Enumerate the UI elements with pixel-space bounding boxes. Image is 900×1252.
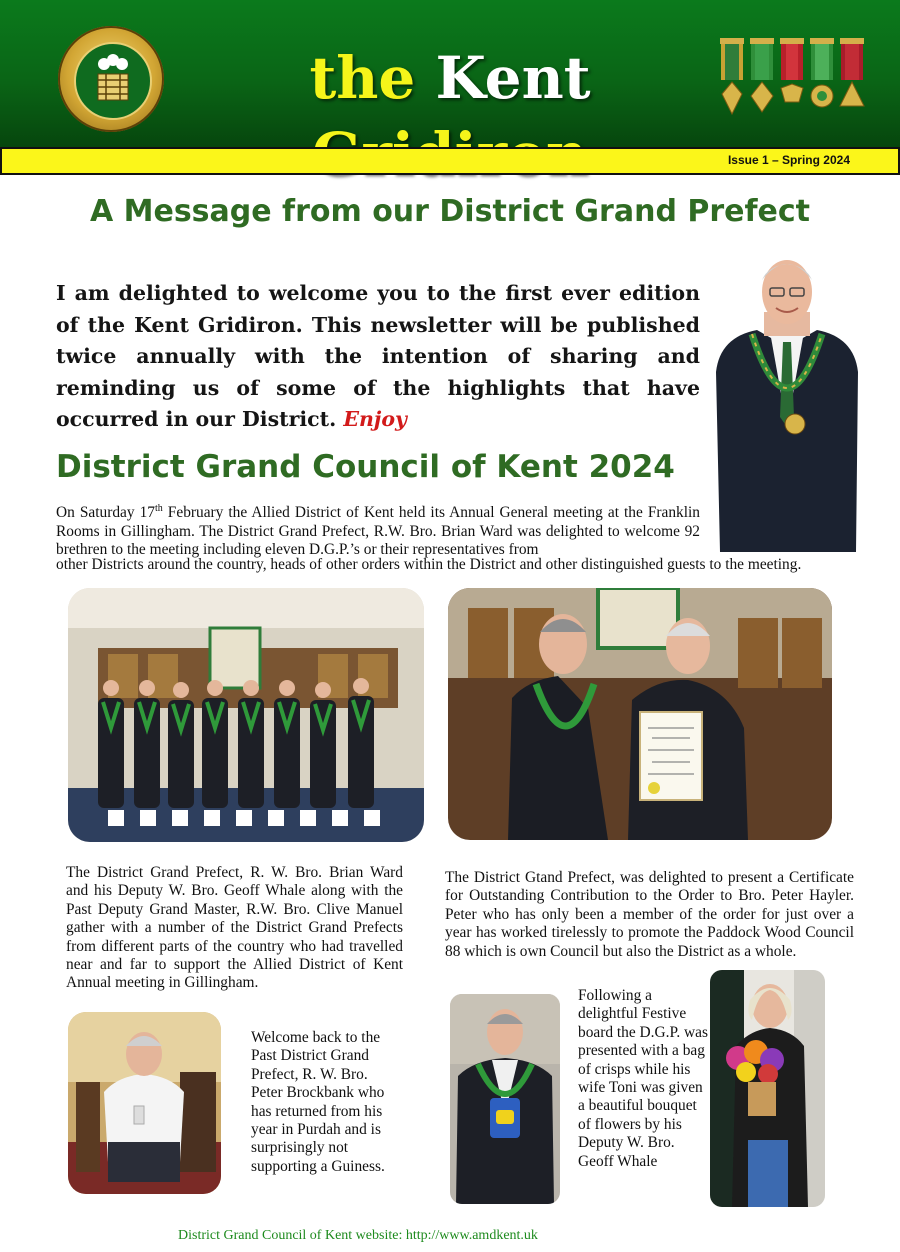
council-heading: District Grand Council of Kent 2024 bbox=[56, 449, 675, 485]
council-paragraph-cont: other Districts around the country, heads of other orders within the District and other distinguished guests to the meeting. bbox=[56, 556, 802, 573]
certificate-photo bbox=[448, 588, 832, 840]
footer bbox=[178, 1228, 678, 1244]
council-paragraph bbox=[56, 500, 700, 559]
brockbank-caption: Welcome back to the Past District Grand Prefect, R. W. Bro. Peter Brockbank who has returned from his year in Purdah and is surprisingly not supporting a Guiness. bbox=[251, 1029, 385, 1175]
festive-caption: Following a delightful Festive board the D.G.P. was presented with a bag of crisps while his wife Toni was given a beautiful bouquet of flowers by his Deputy W. Bro. Geoff Whale bbox=[578, 987, 708, 1170]
issue-label: Issue 1 – Spring 2024 bbox=[727, 153, 850, 167]
group-caption: The District Grand Prefect, R. W. Bro. Brian Ward and his Deputy W. Bro. Geoff Whale along with the Past Deputy Grand Master, R.W. Bro. Clive Manuel gather with a number of the District Grand Prefects from different parts of the country who had travelled near and far to support the Allied District of Kent Annual meeting in Gillingham. bbox=[66, 864, 403, 992]
intro-paragraph bbox=[56, 278, 700, 436]
intro-text: I am delighted to welcome you to the first ever edition of the Kent Gridiron. This newsletter will be published twice annually with the intention of sharing and reminding us of some of the highlights that have occurred in our District. bbox=[56, 281, 700, 431]
footer-label: District Grand Council of Kent website: bbox=[178, 1228, 406, 1243]
crisps-photo bbox=[450, 994, 560, 1204]
flowers-photo bbox=[710, 970, 825, 1207]
message-heading: A Message from our District Grand Prefect bbox=[89, 194, 811, 229]
council-text-sup: th bbox=[154, 503, 163, 514]
certificate-caption: The District Gtand Prefect, was delighted to present a Certificate for Outstanding Contribution to the Order to Bro. Peter Hayler. Peter who has only been a member of the order for just over a year has worked tirelessly to promote the Paddock Wood Council 88 which is own Council but also the District as a whole. bbox=[445, 869, 854, 960]
brockbank-photo bbox=[68, 1012, 221, 1194]
enjoy-text: Enjoy bbox=[343, 407, 407, 431]
regalia-medals-icon bbox=[715, 36, 875, 118]
title-word-kent: Kent bbox=[435, 44, 591, 112]
district-seal-icon bbox=[58, 26, 164, 132]
issue-bar bbox=[0, 147, 900, 175]
title-word-the: the bbox=[309, 44, 436, 112]
website-link[interactable]: http://www.amdkent.uk bbox=[405, 1228, 538, 1243]
dgp-portrait-photo bbox=[712, 252, 862, 555]
group-photo bbox=[68, 588, 424, 842]
council-text-a: On Saturday 17 bbox=[56, 504, 155, 522]
council-text-b: February the Allied District of Kent held its Annual General meeting at the Franklin Rooms in Gillingham. The District Grand Prefect, R.W. Bro. Brian Ward was delighted to welcome 92 brethren to the meeting including eleven D.G.P.’s or their representatives from bbox=[56, 504, 700, 558]
